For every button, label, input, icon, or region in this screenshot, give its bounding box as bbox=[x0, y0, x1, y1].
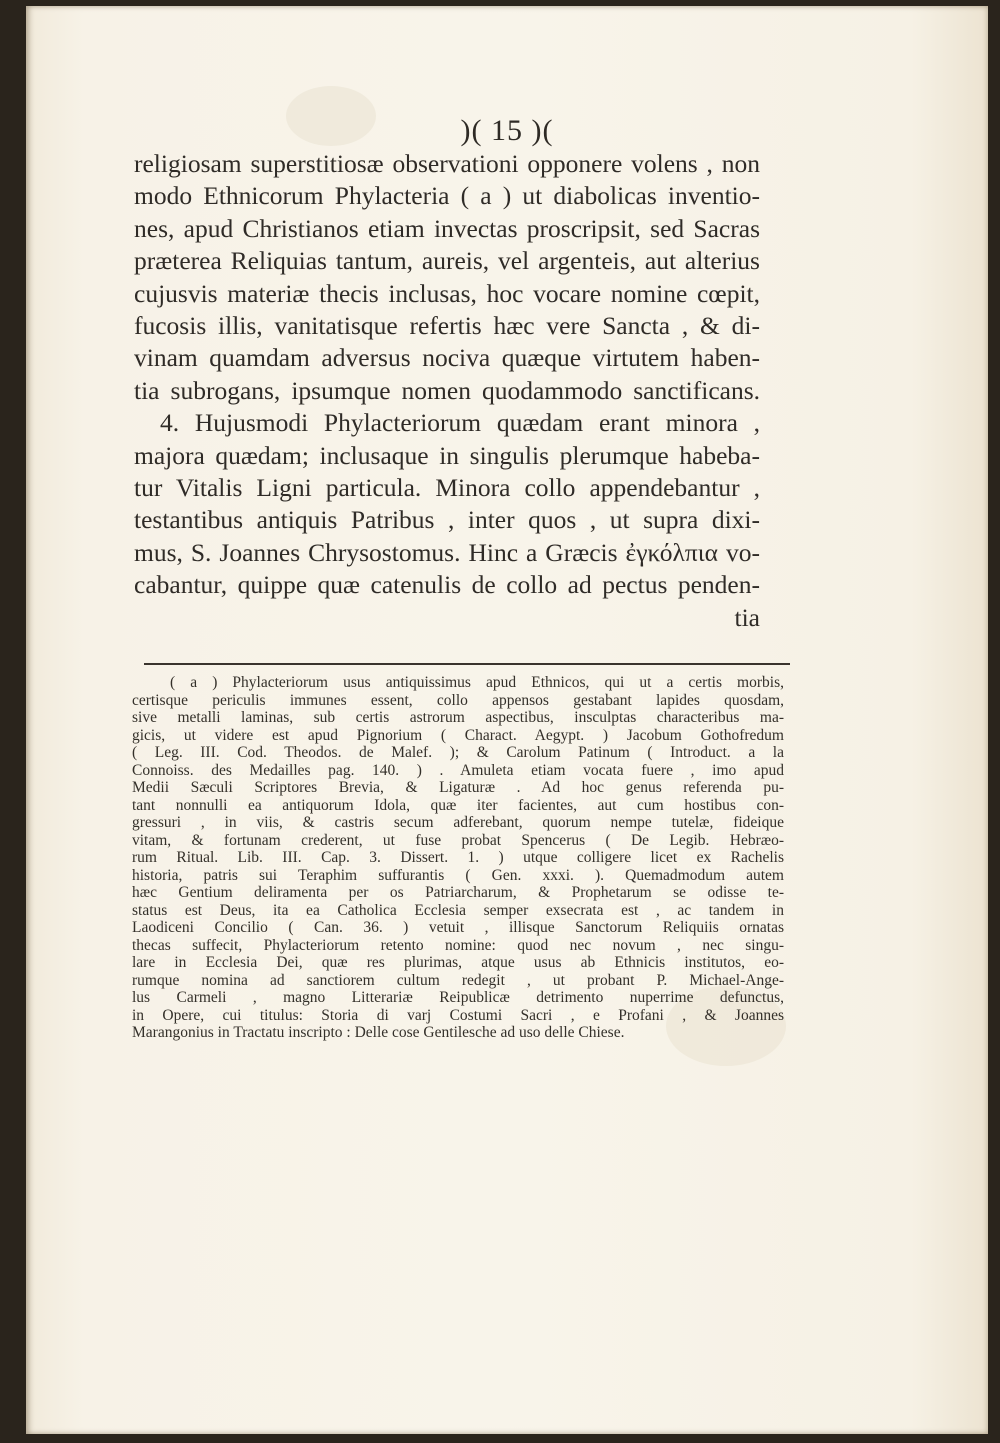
text-line: tur Vitalis Ligni particula. Minora collo appendebantur , bbox=[134, 473, 760, 503]
footnote-line: in Opere, cui titulus: Storia di varj Costumi Sacri , e Profani , & Joannes bbox=[132, 1006, 784, 1024]
footnote-line: ( a ) Phylacteriorum usus antiquissimus apud Ethnicos, qui ut a certis morbis, bbox=[170, 674, 784, 691]
text-line: cabantur, quippe quæ catenulis de collo ad pectus penden- bbox=[134, 570, 760, 600]
footnote-line: Medii Sæculi Scriptores Brevia, & Ligaturæ . Ad hoc genus referenda pu- bbox=[132, 779, 784, 796]
text-line: testantibus antiquis Patribus , inter quos , ut supra dixi- bbox=[134, 505, 760, 535]
footnote-line: vitam, & fortunam crederent, ut fuse probat Spencerus ( De Legib. Hebræo- bbox=[132, 831, 784, 849]
footnote-line: gressuri , in viis, & castris secum adferebant, quorum nempe tutelæ, fideique bbox=[132, 814, 784, 831]
footnote-line: ( Leg. III. Cod. Theodos. de Malef. ); & Carolum Patinum ( Introduct. a la bbox=[132, 744, 784, 761]
text-line: religiosam superstitiosæ observationi opponere volens , non bbox=[134, 149, 760, 178]
text-line: mus, S. Joannes Chrysostomus. Hinc a Græcis ἐγκόλπια vo- bbox=[134, 537, 760, 567]
book-page bbox=[26, 6, 988, 1434]
text-line: cujusvis materiæ thecis inclusas, hoc vocare nomine cœpit, bbox=[134, 278, 760, 308]
footnote-line: Connoiss. des Medailles pag. 140. ) . Amuleta etiam vocata fuere , imo apud bbox=[132, 761, 784, 779]
footnote-divider bbox=[144, 663, 790, 665]
text-line: majora quædam; inclusaque in singulis plerumque habeba- bbox=[134, 440, 760, 470]
text-line: modo Ethnicorum Phylacteria ( a ) ut diabolicas inventio- bbox=[134, 181, 760, 211]
page-number: )( 15 )( bbox=[460, 114, 554, 147]
text-line: nes, apud Christianos etiam invectas proscripsit, sed Sacras bbox=[134, 213, 760, 243]
footnote-line: lare in Ecclesia Dei, quæ res plurimas, atque usus ab Ethnicis institutos, eo- bbox=[132, 954, 784, 971]
text-line: vinam quamdam adversus nociva quæque virtutem haben- bbox=[134, 343, 760, 373]
text-line: tia subrogans, ipsumque nomen quodammodo sanctificans. bbox=[134, 375, 760, 405]
catchword: tia bbox=[734, 602, 760, 632]
footnote-line: Laodiceni Concilio ( Can. 36. ) vetuit , illisque Sanctorum Reliquiis ornatas bbox=[132, 919, 784, 936]
main-text bbox=[134, 148, 760, 634]
footnote-line: thecas suffecit, Phylacteriorum retento nomine: quod nec novum , nec singu- bbox=[132, 936, 784, 954]
footnote-line: sive metalli laminas, sub certis astrorum aspectibus, insculptas characteribus ma- bbox=[132, 709, 784, 726]
footnote-line: status est Deus, ita ea Catholica Ecclesia semper exsecrata est , ac tandem in bbox=[132, 901, 784, 919]
footnote-line: lus Carmeli , magno Litterariæ Reipublicæ detrimento nuperrime defunctus, bbox=[132, 989, 784, 1006]
text-line: 4. Hujusmodi Phylacteriorum quædam erant minora , bbox=[160, 408, 760, 438]
footnote-line: hæc Gentium deliramenta per os Patriarcharum, & Prophetarum se odisse te- bbox=[132, 884, 784, 901]
text-line: fucosis illis, vanitatisque refertis hæc vere Sancta , & di- bbox=[134, 311, 760, 341]
text-line: præterea Reliquias tantum, aureis, vel argenteis, aut alterius bbox=[134, 246, 760, 276]
footnote-line: gicis, ut videre est apud Pignorium ( Charact. Aegypt. ) Jacobum Gothofredum bbox=[132, 726, 784, 744]
footnote-line: rum Ritual. Lib. III. Cap. 3. Dissert. 1. ) utque colligere licet ex Rachelis bbox=[132, 849, 784, 866]
footnote-line: certisque periculis immunes essent, collo appensos gestabant lapides quosdam, bbox=[132, 691, 784, 709]
footnote-line: rumque nomina ad sanctiorem cultum redegit , ut probant P. Michael-Ange- bbox=[132, 971, 784, 989]
footnote-line: tant nonnulli ea antiquorum Idola, quæ iter facientes, aut cum hostibus con- bbox=[132, 796, 784, 814]
footnote bbox=[132, 674, 784, 1042]
footnote-line: historia, patris sui Teraphim suffurantis ( Gen. xxxi. ). Quemadmodum autem bbox=[132, 866, 784, 884]
footnote-line: Marangonius in Tractatu inscripto : Delle cose Gentilesche ad uso delle Chiese. bbox=[132, 1024, 625, 1041]
